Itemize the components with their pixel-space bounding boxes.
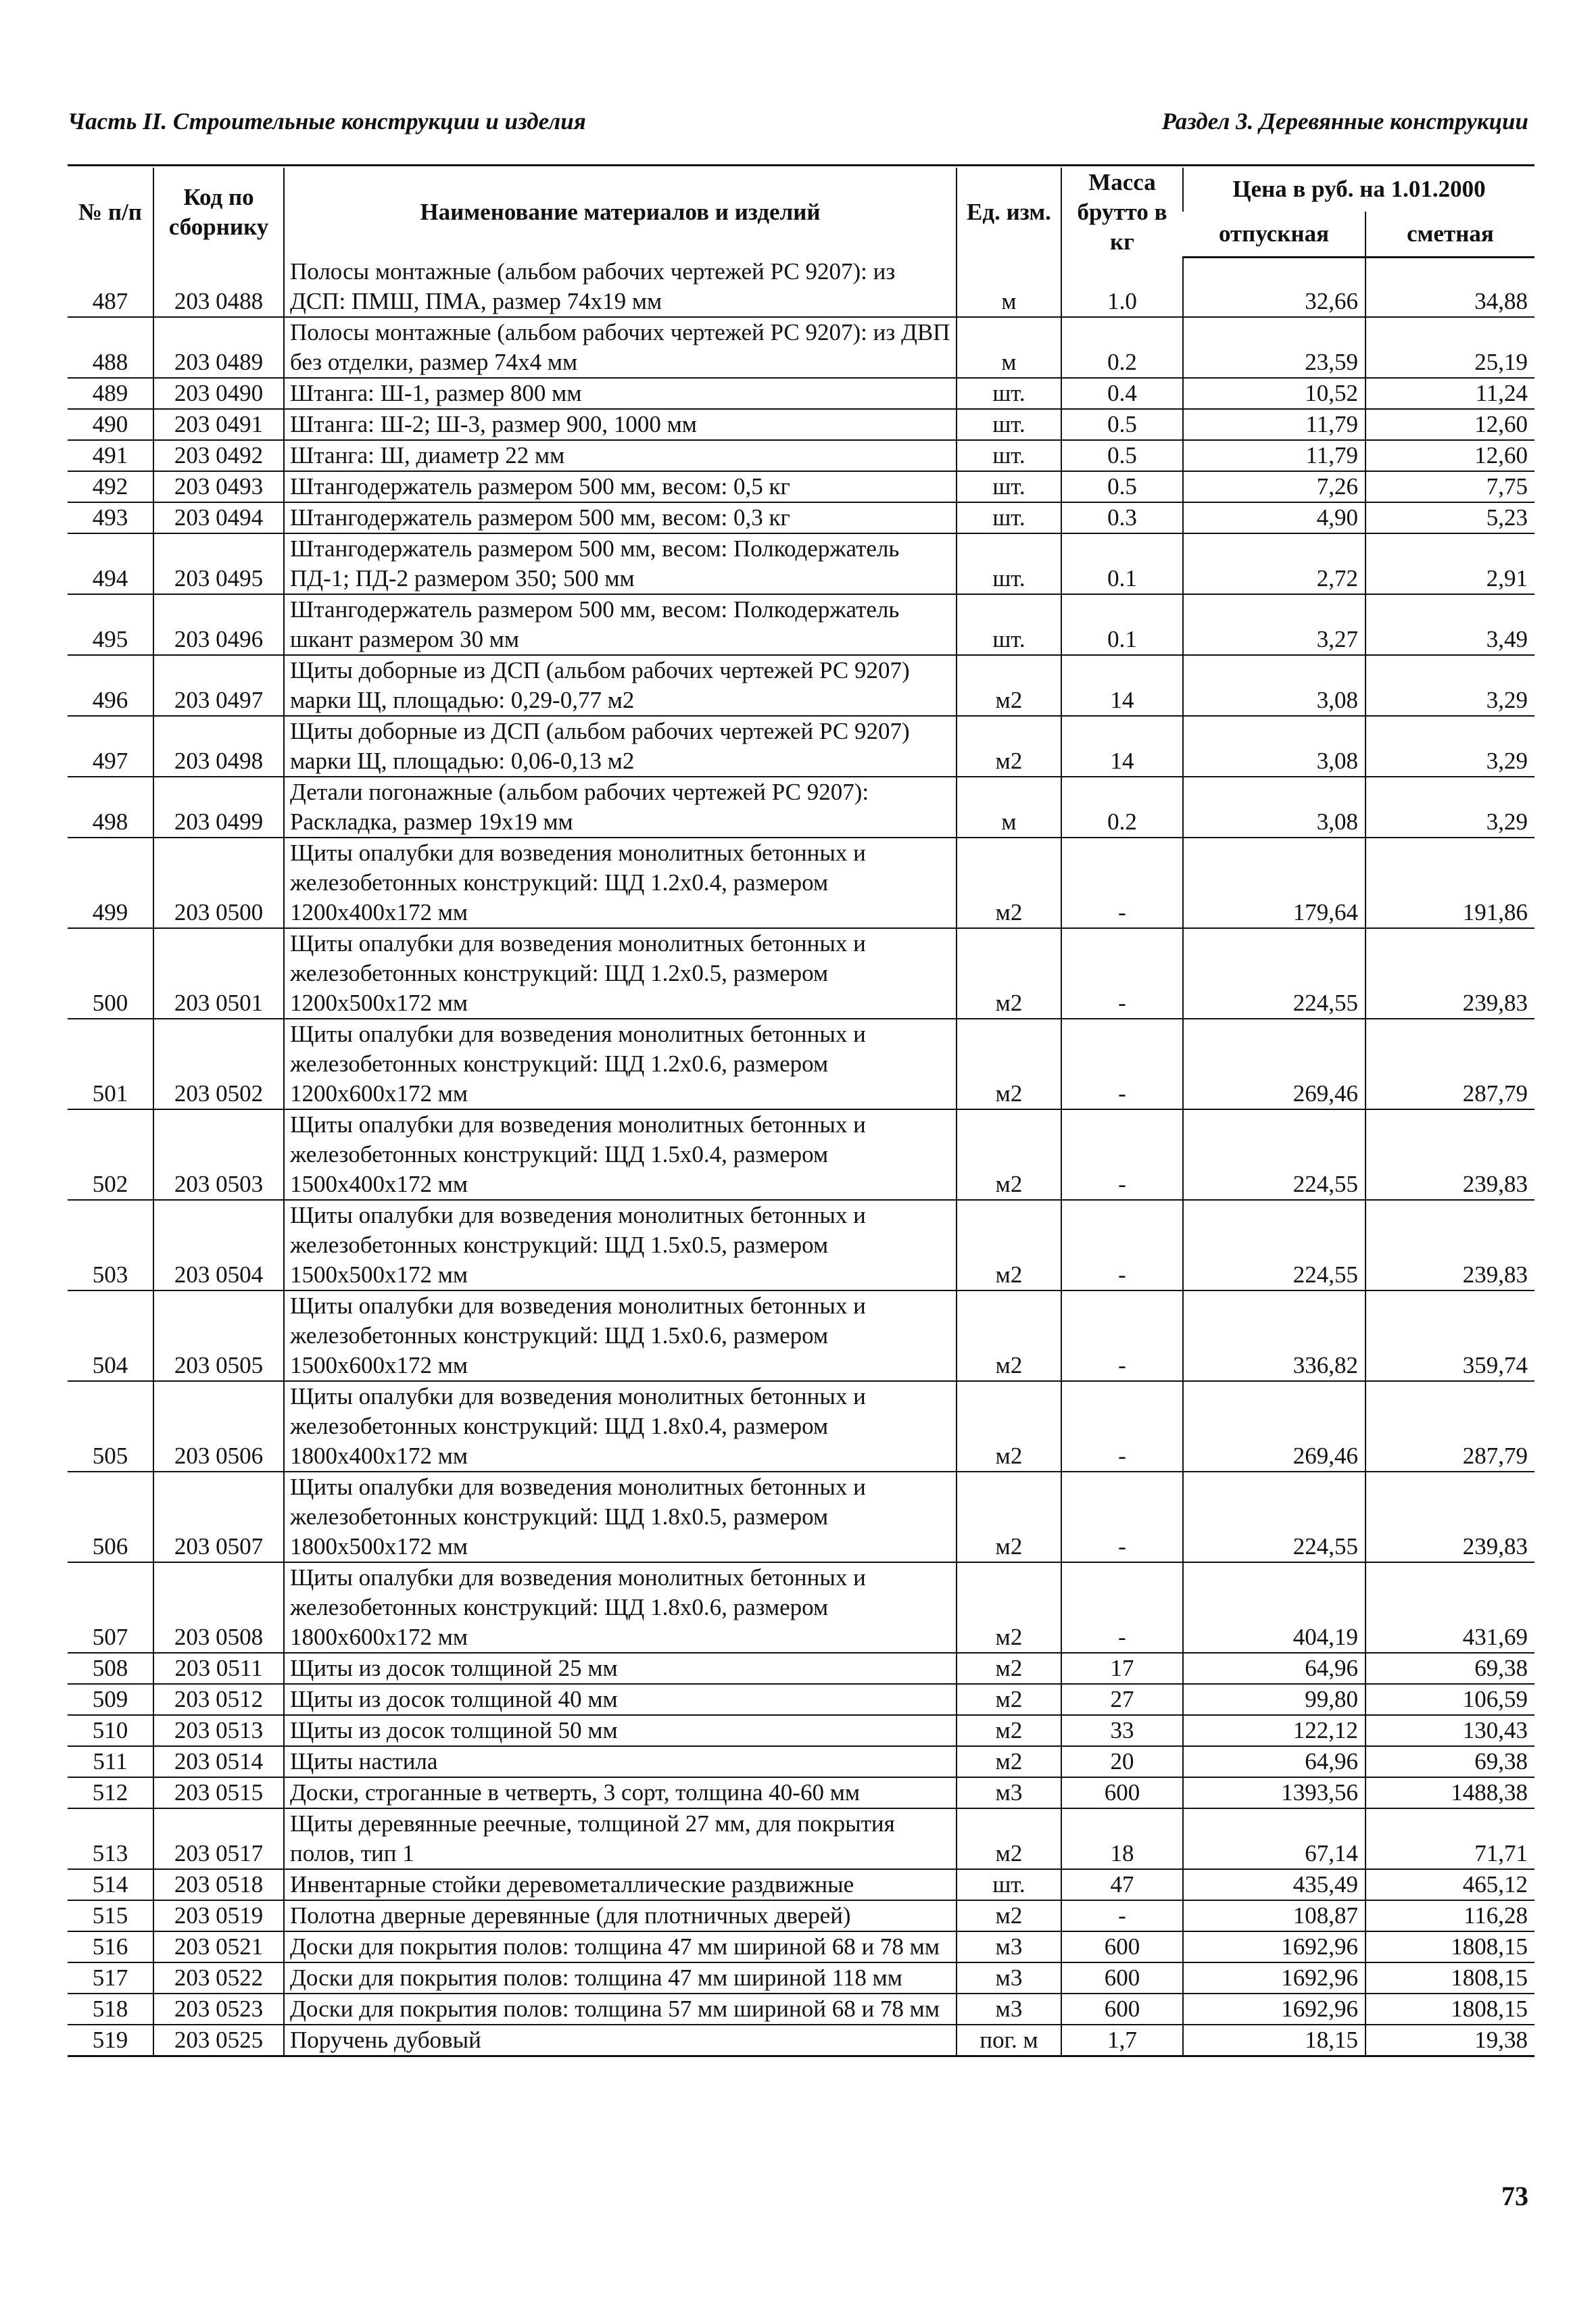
cell-unit: м <box>957 257 1061 317</box>
cell-unit: м2 <box>957 838 1061 928</box>
cell-price-release: 18,15 <box>1183 2025 1365 2056</box>
cell-num: 498 <box>68 777 153 838</box>
cell-code: 203 0525 <box>153 2025 284 2056</box>
cell-num: 488 <box>68 317 153 378</box>
cell-name: Штанга: Ш, диаметр 22 мм <box>284 440 957 471</box>
cell-price-release: 64,96 <box>1183 1746 1365 1777</box>
cell-price-estimate: 1808,15 <box>1365 1994 1534 2025</box>
cell-mass: 0.1 <box>1061 594 1183 655</box>
cell-code: 203 0488 <box>153 257 284 317</box>
cell-name: Щиты опалубки для возведения монолитных бетонных и железобетонных конструкций: ЩД 1.5х0.4, размером 1500х400х172 мм <box>284 1109 957 1200</box>
cell-code: 203 0508 <box>153 1562 284 1653</box>
cell-name: Щиты опалубки для возведения монолитных бетонных и железобетонных конструкций: ЩД 1.8х0.4, размером 1800х400х172 мм <box>284 1381 957 1472</box>
cell-mass: - <box>1061 1290 1183 1381</box>
cell-num: 501 <box>68 1019 153 1109</box>
cell-code: 203 0506 <box>153 1381 284 1472</box>
cell-code: 203 0500 <box>153 838 284 928</box>
table-row <box>68 1109 1534 1200</box>
cell-price-release: 435,49 <box>1183 1869 1365 1900</box>
cell-num: 504 <box>68 1290 153 1381</box>
page-number: 73 <box>1501 2181 1528 2211</box>
cell-name: Штангодержатель размером 500 мм, весом: Полкодержатель ПД-1; ПД-2 размером 350; 500 мм <box>284 533 957 594</box>
table-row <box>68 1562 1534 1653</box>
cell-mass: 47 <box>1061 1869 1183 1900</box>
cell-name: Щиты из досок толщиной 25 мм <box>284 1653 957 1684</box>
cell-mass: 0.5 <box>1061 440 1183 471</box>
cell-num: 506 <box>68 1472 153 1562</box>
cell-unit: м3 <box>957 1962 1061 1994</box>
cell-mass: 600 <box>1061 1931 1183 1962</box>
cell-num: 514 <box>68 1869 153 1900</box>
table-row <box>68 1746 1534 1777</box>
cell-code: 203 0499 <box>153 777 284 838</box>
cell-unit: шт. <box>957 409 1061 440</box>
cell-mass: - <box>1061 1472 1183 1562</box>
cell-name: Полосы монтажные (альбом рабочих чертежей РС 9207): из ДСП: ПМШ, ПМА, размер 74х19 мм <box>284 257 957 317</box>
price-table <box>68 168 1534 2057</box>
cell-code: 203 0521 <box>153 1931 284 1962</box>
cell-code: 203 0494 <box>153 502 284 533</box>
cell-mass: 17 <box>1061 1653 1183 1684</box>
cell-price-release: 1692,96 <box>1183 1962 1365 1994</box>
cell-mass: - <box>1061 1019 1183 1109</box>
cell-price-release: 1393,56 <box>1183 1777 1365 1808</box>
cell-unit: м3 <box>957 1931 1061 1962</box>
cell-price-release: 1692,96 <box>1183 1994 1365 2025</box>
cell-unit: м2 <box>957 1715 1061 1746</box>
cell-price-release: 336,82 <box>1183 1290 1365 1381</box>
cell-num: 509 <box>68 1684 153 1715</box>
cell-price-release: 64,96 <box>1183 1653 1365 1684</box>
cell-price-estimate: 1488,38 <box>1365 1777 1534 1808</box>
cell-code: 203 0493 <box>153 471 284 502</box>
cell-price-estimate: 191,86 <box>1365 838 1534 928</box>
cell-price-estimate: 1808,15 <box>1365 1962 1534 1994</box>
cell-num: 516 <box>68 1931 153 1962</box>
cell-mass: - <box>1061 1900 1183 1931</box>
cell-price-release: 122,12 <box>1183 1715 1365 1746</box>
cell-unit: м2 <box>957 1472 1061 1562</box>
table-row <box>68 1653 1534 1684</box>
cell-price-estimate: 106,59 <box>1365 1684 1534 1715</box>
cell-unit: м2 <box>957 716 1061 777</box>
col-header-price-release: отпускная <box>1183 212 1365 257</box>
cell-unit: м <box>957 317 1061 378</box>
cell-name: Щиты настила <box>284 1746 957 1777</box>
cell-name: Щиты опалубки для возведения монолитных бетонных и железобетонных конструкций: ЩД 1.5х0.6, размером 1500х600х172 мм <box>284 1290 957 1381</box>
cell-code: 203 0490 <box>153 378 284 409</box>
cell-code: 203 0507 <box>153 1472 284 1562</box>
cell-price-release: 404,19 <box>1183 1562 1365 1653</box>
cell-mass: - <box>1061 928 1183 1019</box>
cell-code: 203 0505 <box>153 1290 284 1381</box>
cell-mass: 600 <box>1061 1777 1183 1808</box>
cell-unit: шт. <box>957 502 1061 533</box>
cell-price-estimate: 3,49 <box>1365 594 1534 655</box>
cell-price-release: 224,55 <box>1183 928 1365 1019</box>
cell-price-release: 224,55 <box>1183 1200 1365 1290</box>
cell-price-release: 2,72 <box>1183 533 1365 594</box>
cell-price-release: 10,52 <box>1183 378 1365 409</box>
cell-num: 512 <box>68 1777 153 1808</box>
cell-mass: 0.1 <box>1061 533 1183 594</box>
cell-num: 491 <box>68 440 153 471</box>
cell-name: Щиты опалубки для возведения монолитных бетонных и железобетонных конструкций: ЩД 1.2х0.5, размером 1200х500х172 мм <box>284 928 957 1019</box>
cell-price-release: 11,79 <box>1183 409 1365 440</box>
cell-code: 203 0498 <box>153 716 284 777</box>
cell-code: 203 0501 <box>153 928 284 1019</box>
col-header-num: № п/п <box>78 199 142 225</box>
cell-mass: 14 <box>1061 716 1183 777</box>
cell-price-release: 269,46 <box>1183 1381 1365 1472</box>
cell-mass: 33 <box>1061 1715 1183 1746</box>
cell-num: 515 <box>68 1900 153 1931</box>
cell-mass: - <box>1061 1200 1183 1290</box>
cell-price-estimate: 239,83 <box>1365 1472 1534 1562</box>
cell-price-release: 4,90 <box>1183 502 1365 533</box>
cell-price-release: 108,87 <box>1183 1900 1365 1931</box>
cell-unit: шт. <box>957 533 1061 594</box>
cell-name: Щиты из досок толщиной 40 мм <box>284 1684 957 1715</box>
cell-price-estimate: 69,38 <box>1365 1653 1534 1684</box>
cell-mass: 1,7 <box>1061 2025 1183 2056</box>
cell-mass: 18 <box>1061 1808 1183 1869</box>
cell-price-estimate: 5,23 <box>1365 502 1534 533</box>
cell-name: Полотна дверные деревянные (для плотничных дверей) <box>284 1900 957 1931</box>
table-row <box>68 1715 1534 1746</box>
cell-name: Щиты опалубки для возведения монолитных бетонных и железобетонных конструкций: ЩД 1.8х0.5, размером 1800х500х172 мм <box>284 1472 957 1562</box>
cell-price-estimate: 7,75 <box>1365 471 1534 502</box>
cell-unit: м2 <box>957 1684 1061 1715</box>
cell-price-release: 11,79 <box>1183 440 1365 471</box>
cell-price-estimate: 71,71 <box>1365 1808 1534 1869</box>
cell-num: 487 <box>68 257 153 317</box>
cell-mass: 14 <box>1061 655 1183 716</box>
cell-mass: 1.0 <box>1061 257 1183 317</box>
cell-price-estimate: 11,24 <box>1365 378 1534 409</box>
cell-price-estimate: 130,43 <box>1365 1715 1534 1746</box>
cell-unit: м2 <box>957 1109 1061 1200</box>
cell-price-release: 67,14 <box>1183 1808 1365 1869</box>
cell-unit: м2 <box>957 1200 1061 1290</box>
cell-num: 517 <box>68 1962 153 1994</box>
cell-price-estimate: 12,60 <box>1365 440 1534 471</box>
cell-price-release: 99,80 <box>1183 1684 1365 1715</box>
table-body <box>68 257 1534 2056</box>
cell-price-release: 3,08 <box>1183 777 1365 838</box>
cell-name: Штангодержатель размером 500 мм, весом: 0,5 кг <box>284 471 957 502</box>
cell-name: Щиты деревянные реечные, толщиной 27 мм, для покрытия полов, тип 1 <box>284 1808 957 1869</box>
cell-code: 203 0504 <box>153 1200 284 1290</box>
table-row <box>68 1869 1534 1900</box>
cell-code: 203 0514 <box>153 1746 284 1777</box>
table-row <box>68 838 1534 928</box>
cell-code: 203 0511 <box>153 1653 284 1684</box>
cell-unit: шт. <box>957 594 1061 655</box>
cell-price-estimate: 3,29 <box>1365 716 1534 777</box>
cell-code: 203 0491 <box>153 409 284 440</box>
cell-unit: м3 <box>957 1994 1061 2025</box>
table-row <box>68 716 1534 777</box>
cell-num: 500 <box>68 928 153 1019</box>
cell-code: 203 0503 <box>153 1109 284 1200</box>
cell-unit: м2 <box>957 1562 1061 1653</box>
cell-unit: м2 <box>957 928 1061 1019</box>
table-row <box>68 471 1534 502</box>
cell-mass: 0.3 <box>1061 502 1183 533</box>
cell-unit: м3 <box>957 1777 1061 1808</box>
cell-num: 513 <box>68 1808 153 1869</box>
table-row <box>68 1994 1534 2025</box>
cell-price-estimate: 239,83 <box>1365 1200 1534 1290</box>
col-header-code: Код по сборнику <box>153 168 284 257</box>
table-row <box>68 533 1534 594</box>
cell-price-release: 269,46 <box>1183 1019 1365 1109</box>
cell-unit: м2 <box>957 1653 1061 1684</box>
cell-num: 502 <box>68 1109 153 1200</box>
table-row <box>68 440 1534 471</box>
table-row <box>68 502 1534 533</box>
cell-code: 203 0515 <box>153 1777 284 1808</box>
cell-mass: 0.2 <box>1061 777 1183 838</box>
cell-unit: шт. <box>957 378 1061 409</box>
cell-num: 510 <box>68 1715 153 1746</box>
table-row <box>68 928 1534 1019</box>
cell-price-release: 7,26 <box>1183 471 1365 502</box>
running-header-right: Раздел 3. Деревянные конструкции <box>1161 108 1528 135</box>
cell-price-release: 32,66 <box>1183 257 1365 317</box>
cell-price-estimate: 431,69 <box>1365 1562 1534 1653</box>
cell-price-estimate: 19,38 <box>1365 2025 1534 2056</box>
cell-name: Щиты доборные из ДСП (альбом рабочих чертежей РС 9207) марки Щ, площадью: 0,06-0,13 м2 <box>284 716 957 777</box>
table-row <box>68 378 1534 409</box>
cell-price-estimate: 34,88 <box>1365 257 1534 317</box>
cell-name: Полосы монтажные (альбом рабочих чертежей РС 9207): из ДВП без отделки, размер 74х4 мм <box>284 317 957 378</box>
table-row <box>68 655 1534 716</box>
cell-price-release: 3,08 <box>1183 655 1365 716</box>
cell-price-estimate: 116,28 <box>1365 1900 1534 1931</box>
cell-price-estimate: 2,91 <box>1365 533 1534 594</box>
cell-num: 503 <box>68 1200 153 1290</box>
cell-num: 489 <box>68 378 153 409</box>
cell-code: 203 0513 <box>153 1715 284 1746</box>
table-row <box>68 257 1534 317</box>
cell-num: 492 <box>68 471 153 502</box>
table-row <box>68 1931 1534 1962</box>
cell-code: 203 0496 <box>153 594 284 655</box>
cell-price-estimate: 12,60 <box>1365 409 1534 440</box>
table-row <box>68 594 1534 655</box>
cell-num: 490 <box>68 409 153 440</box>
cell-code: 203 0512 <box>153 1684 284 1715</box>
col-header-mass: Масса брутто в кг <box>1061 168 1183 257</box>
cell-price-release: 224,55 <box>1183 1109 1365 1200</box>
cell-num: 505 <box>68 1381 153 1472</box>
cell-unit: м2 <box>957 655 1061 716</box>
cell-name: Штанга: Ш-1, размер 800 мм <box>284 378 957 409</box>
cell-name: Щиты опалубки для возведения монолитных бетонных и железобетонных конструкций: ЩД 1.2х0.4, размером 1200х400х172 мм <box>284 838 957 928</box>
cell-mass: 0.5 <box>1061 409 1183 440</box>
cell-unit: м2 <box>957 1808 1061 1869</box>
cell-mass: 20 <box>1061 1746 1183 1777</box>
cell-num: 507 <box>68 1562 153 1653</box>
cell-code: 203 0502 <box>153 1019 284 1109</box>
cell-price-estimate: 287,79 <box>1365 1019 1534 1109</box>
cell-code: 203 0495 <box>153 533 284 594</box>
table-row <box>68 1472 1534 1562</box>
cell-name: Доски для покрытия полов: толщина 47 мм шириной 68 и 78 мм <box>284 1931 957 1962</box>
table-row <box>68 409 1534 440</box>
cell-name: Щиты из досок толщиной 50 мм <box>284 1715 957 1746</box>
cell-name: Доски для покрытия полов: толщина 57 мм шириной 68 и 78 мм <box>284 1994 957 2025</box>
cell-unit: пог. м <box>957 2025 1061 2056</box>
cell-name: Доски, строганные в четверть, 3 сорт, толщина 40-60 мм <box>284 1777 957 1808</box>
table-row <box>68 1290 1534 1381</box>
cell-price-estimate: 1808,15 <box>1365 1931 1534 1962</box>
cell-unit: м2 <box>957 1746 1061 1777</box>
table-row <box>68 1200 1534 1290</box>
cell-price-estimate: 239,83 <box>1365 928 1534 1019</box>
cell-price-release: 23,59 <box>1183 317 1365 378</box>
cell-price-release: 3,27 <box>1183 594 1365 655</box>
cell-price-release: 3,08 <box>1183 716 1365 777</box>
cell-name: Доски для покрытия полов: толщина 47 мм шириной 118 мм <box>284 1962 957 1994</box>
cell-price-release: 224,55 <box>1183 1472 1365 1562</box>
cell-name: Щиты доборные из ДСП (альбом рабочих чертежей РС 9207) марки Щ, площадью: 0,29-0,77 м2 <box>284 655 957 716</box>
cell-mass: - <box>1061 1109 1183 1200</box>
cell-mass: - <box>1061 1381 1183 1472</box>
cell-mass: 600 <box>1061 1962 1183 1994</box>
cell-num: 519 <box>68 2025 153 2056</box>
cell-num: 496 <box>68 655 153 716</box>
cell-price-estimate: 3,29 <box>1365 655 1534 716</box>
cell-unit: м2 <box>957 1019 1061 1109</box>
table-row <box>68 1900 1534 1931</box>
table-row <box>68 1381 1534 1472</box>
cell-mass: 0.2 <box>1061 317 1183 378</box>
col-header-price-estimate: сметная <box>1365 212 1534 257</box>
cell-price-estimate: 359,74 <box>1365 1290 1534 1381</box>
cell-code: 203 0497 <box>153 655 284 716</box>
cell-price-release: 1692,96 <box>1183 1931 1365 1962</box>
table-row <box>68 1777 1534 1808</box>
cell-name: Поручень дубовый <box>284 2025 957 2056</box>
header-rule <box>68 164 1534 166</box>
table-row <box>68 1808 1534 1869</box>
running-header-left: Часть II. Строительные конструкции и изделия <box>68 108 586 135</box>
table-row <box>68 1962 1534 1994</box>
cell-code: 203 0489 <box>153 317 284 378</box>
cell-price-estimate: 287,79 <box>1365 1381 1534 1472</box>
cell-mass: 600 <box>1061 1994 1183 2025</box>
cell-unit: шт. <box>957 1869 1061 1900</box>
cell-code: 203 0492 <box>153 440 284 471</box>
cell-num: 518 <box>68 1994 153 2025</box>
cell-unit: м <box>957 777 1061 838</box>
cell-name: Штангодержатель размером 500 мм, весом: Полкодержатель шкант размером 30 мм <box>284 594 957 655</box>
cell-mass: - <box>1061 1562 1183 1653</box>
cell-unit: шт. <box>957 440 1061 471</box>
cell-num: 499 <box>68 838 153 928</box>
cell-price-release: 179,64 <box>1183 838 1365 928</box>
cell-num: 493 <box>68 502 153 533</box>
cell-code: 203 0522 <box>153 1962 284 1994</box>
cell-name: Детали погонажные (альбом рабочих чертежей РС 9207): Раскладка, размер 19х19 мм <box>284 777 957 838</box>
cell-name: Щиты опалубки для возведения монолитных бетонных и железобетонных конструкций: ЩД 1.8х0.6, размером 1800х600х172 мм <box>284 1562 957 1653</box>
col-header-price-group: Цена в руб. на 1.01.2000 <box>1183 168 1534 212</box>
cell-code: 203 0519 <box>153 1900 284 1931</box>
table-row <box>68 1684 1534 1715</box>
cell-mass: - <box>1061 838 1183 928</box>
cell-price-estimate: 465,12 <box>1365 1869 1534 1900</box>
cell-name: Штанга: Ш-2; Ш-3, размер 900, 1000 мм <box>284 409 957 440</box>
cell-num: 494 <box>68 533 153 594</box>
cell-unit: м2 <box>957 1290 1061 1381</box>
cell-name: Инвентарные стойки деревометаллические раздвижные <box>284 1869 957 1900</box>
col-header-name: Наименование материалов и изделий <box>284 168 957 257</box>
cell-num: 508 <box>68 1653 153 1684</box>
cell-code: 203 0518 <box>153 1869 284 1900</box>
cell-unit: м2 <box>957 1900 1061 1931</box>
cell-unit: шт. <box>957 471 1061 502</box>
cell-price-estimate: 25,19 <box>1365 317 1534 378</box>
cell-name: Щиты опалубки для возведения монолитных бетонных и железобетонных конструкций: ЩД 1.5х0.5, размером 1500х500х172 мм <box>284 1200 957 1290</box>
cell-num: 497 <box>68 716 153 777</box>
table-row <box>68 1019 1534 1109</box>
col-header-unit: Ед. изм. <box>957 168 1061 257</box>
cell-price-estimate: 69,38 <box>1365 1746 1534 1777</box>
table-header <box>68 168 1534 257</box>
cell-code: 203 0523 <box>153 1994 284 2025</box>
cell-unit: м2 <box>957 1381 1061 1472</box>
cell-num: 511 <box>68 1746 153 1777</box>
table-row <box>68 317 1534 378</box>
cell-code: 203 0517 <box>153 1808 284 1869</box>
cell-mass: 0.4 <box>1061 378 1183 409</box>
table-row <box>68 2025 1534 2056</box>
cell-mass: 27 <box>1061 1684 1183 1715</box>
cell-mass: 0.5 <box>1061 471 1183 502</box>
cell-price-estimate: 239,83 <box>1365 1109 1534 1200</box>
table-row <box>68 777 1534 838</box>
cell-name: Щиты опалубки для возведения монолитных бетонных и железобетонных конструкций: ЩД 1.2х0.6, размером 1200х600х172 мм <box>284 1019 957 1109</box>
cell-price-estimate: 3,29 <box>1365 777 1534 838</box>
cell-num: 495 <box>68 594 153 655</box>
cell-name: Штангодержатель размером 500 мм, весом: 0,3 кг <box>284 502 957 533</box>
